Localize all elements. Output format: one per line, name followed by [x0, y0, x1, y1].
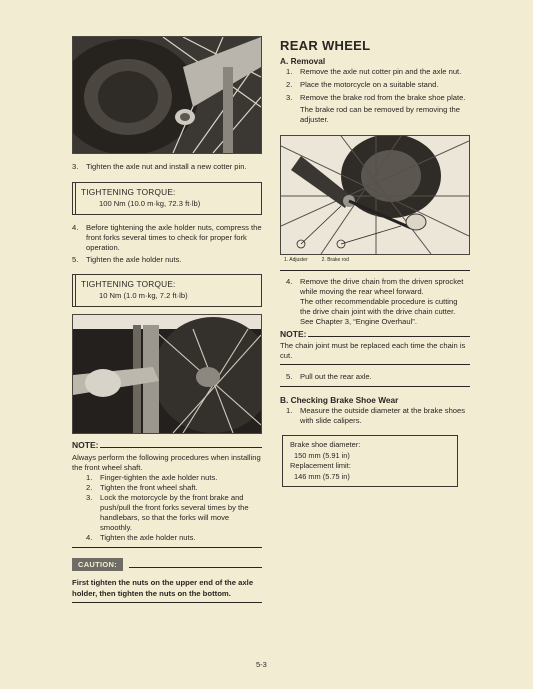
right-note-text: The chain joint must be replaced each time the chain is cut. [280, 341, 466, 360]
list-item [86, 473, 262, 483]
page-number: 5-3 [256, 660, 267, 669]
step-text: Lock the motorcycle by the front brake and push/pull the front forks several times by the handlebars, so that the forks will move smoothly. [100, 493, 249, 532]
torque-label: TIGHTENING TORQUE: [81, 187, 176, 197]
note-label: NOTE: [280, 329, 307, 339]
step-number: 3. [72, 162, 79, 171]
list-item [286, 277, 470, 297]
spec-label-limit: Replacement limit: [290, 461, 351, 470]
step5-rule [280, 386, 470, 387]
step-number: 1. [86, 473, 93, 482]
note-end-rule [280, 364, 470, 365]
step-number: 5. [72, 255, 79, 264]
torque-label: TIGHTENING TORQUE: [81, 279, 176, 289]
note-end-rule [72, 547, 262, 548]
left-note-header [72, 440, 262, 450]
torque-value: 100 Nm (10.0 m·kg, 72.3 ft·lb) [99, 199, 201, 208]
step-number: 4. [72, 223, 79, 232]
step-text: Pull out the rear axle. [300, 372, 372, 381]
spec-value-limit: 146 mm (5.75 in) [294, 471, 350, 481]
spec-label-diameter: Brake shoe diameter: [290, 440, 361, 449]
torque-value: 10 Nm (1.0 m·kg, 7.2 ft·lb) [99, 291, 188, 300]
caption-rule [280, 270, 470, 271]
step-text: Tighten the axle holder nuts. [100, 533, 196, 542]
spec-value-diameter: 150 mm (5.91 in) [294, 450, 350, 460]
step-number: 2. [286, 80, 293, 89]
step-text: Before tightening the axle holder nuts, compress the front forks several times to check for proper fork operation. [86, 223, 262, 252]
step-number: 4. [286, 277, 293, 286]
caution-text: First tighten the nuts on the upper end of the axle holder, then tighten the nuts on the bottom. [72, 578, 254, 598]
caution-badge: CAUTION: [72, 558, 123, 571]
list-item [86, 483, 262, 493]
caption-item-brake-rod: 2. Brake rod [321, 257, 349, 263]
step4-ref: See Chapter 3, “Engine Overhaul”. [300, 317, 417, 326]
caution-header [72, 558, 262, 571]
right-note-header [280, 329, 470, 339]
photo-front-axle [72, 36, 262, 154]
step-text: Measure the outside diameter at the brake shoes with slide calipers. [300, 406, 466, 425]
list-item [286, 67, 470, 77]
left-column [72, 36, 262, 603]
subsection-a-title: A. Removal [280, 56, 326, 66]
list-item [286, 93, 470, 103]
step-text: Tighten the front wheel shaft. [100, 483, 198, 492]
section-title: REAR WHEEL [280, 38, 371, 53]
torque-box-1 [72, 182, 262, 215]
step-number: 4. [86, 533, 93, 542]
step-number: 3. [286, 93, 293, 102]
list-item [286, 406, 470, 426]
subsection-b-title: B. Checking Brake Shoe Wear [280, 395, 399, 405]
step-5-block [280, 372, 470, 382]
photo-axle-holder [72, 314, 262, 434]
list-item [86, 493, 262, 533]
step-number: 1. [286, 406, 293, 415]
brake-shoe-spec-box [282, 435, 458, 487]
note-rule [308, 336, 470, 337]
photo-front-axle-drawing [73, 37, 261, 153]
step-text: Place the motorcycle on a suitable stand. [300, 80, 439, 89]
step-text: Finger-tighten the axle holder nuts. [100, 473, 218, 482]
step3-extra: The brake rod can be removed by removing the adjuster. [300, 105, 460, 124]
photo-caption [280, 257, 470, 263]
caution-end-rule [72, 602, 262, 603]
note-label: NOTE: [72, 440, 99, 450]
photo-rear-brake-drawing [281, 136, 469, 254]
step-number: 1. [286, 67, 293, 76]
step-number: 3. [86, 493, 93, 502]
step-text: Tighten the axle holder nuts. [86, 255, 182, 264]
left-step-5 [72, 255, 262, 265]
removal-steps [280, 67, 470, 125]
step-4-block [280, 277, 470, 327]
list-item [286, 80, 470, 90]
left-note-intro: Always perform the following procedures when installing the front wheel shaft. [72, 453, 261, 472]
note-rule [100, 447, 262, 448]
checking-steps [280, 406, 470, 426]
list-item [286, 372, 470, 382]
step4-extra: The other recommendable procedure is cutting the drive chain joint with the drive chain cutter. [300, 297, 458, 316]
caution-rule [129, 567, 262, 568]
torque-box-2 [72, 274, 262, 307]
left-step-4 [72, 223, 262, 253]
step-text: Remove the drive chain from the driven sprocket while moving the rear wheel forward. [300, 277, 464, 296]
caption-item-adjuster: 1. Adjuster [284, 257, 308, 263]
step-text: Tighten the axle nut and install a new cotter pin. [86, 162, 247, 171]
photo-rear-brake [280, 135, 470, 255]
list-item [86, 533, 262, 543]
photo-axle-holder-drawing [73, 315, 261, 433]
step-number: 5. [286, 372, 293, 381]
step-text: Remove the brake rod from the brake shoe plate. [300, 93, 466, 102]
left-note-list [72, 473, 262, 543]
step-number: 2. [86, 483, 93, 492]
left-step-3 [72, 162, 262, 172]
right-column [280, 38, 470, 487]
step-text: Remove the axle nut cotter pin and the axle nut. [300, 67, 462, 76]
